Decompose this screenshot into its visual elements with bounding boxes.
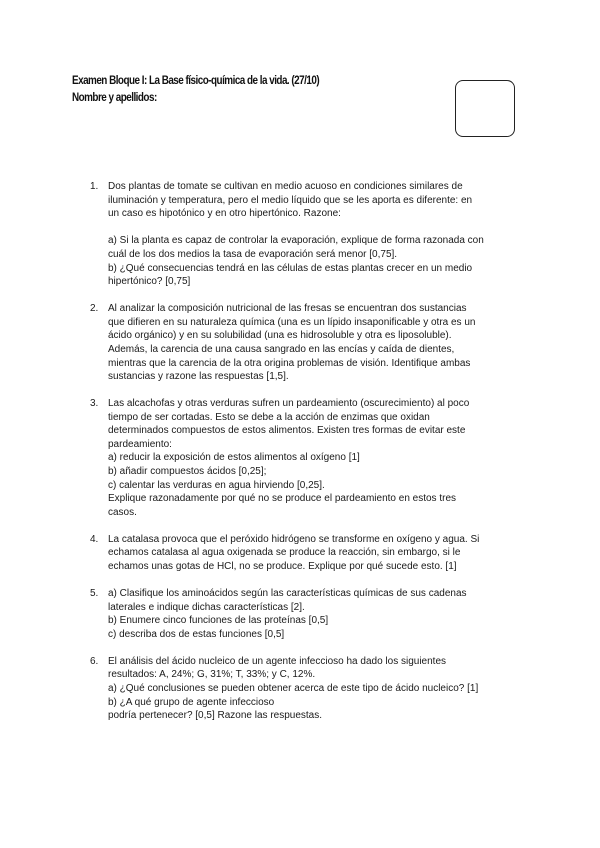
question-6 <box>90 655 520 723</box>
name-label: Nombre y apellidos: <box>72 92 157 104</box>
question-number: 3. <box>90 398 99 410</box>
question-number: 5. <box>90 588 99 599</box>
question-line: c) calentar las verduras en agua hirviendo [0,25]. <box>108 479 325 491</box>
question-line: a) Si la planta es capaz de controlar la evaporación, explique de forma razonada con <box>108 235 484 247</box>
question-list <box>90 180 520 736</box>
question-line: echamos catalasa al agua oxigenada se produce la reacción, sin embargo, si le <box>108 547 461 559</box>
exam-title: Examen Bloque I: La Base físico-química de la vida. (27/10) <box>72 75 320 87</box>
question-number: 2. <box>90 303 99 315</box>
question-line: Las alcachofas y otras verduras sufren un pardeamiento (oscurecimiento) al poco <box>108 398 470 410</box>
question-line: iluminación y temperatura, pero el medio líquido que se les aporta es diferente: en <box>108 194 473 206</box>
question-line: laterales e indique dichas características [2]. <box>108 601 305 613</box>
question-line: b) ¿A qué grupo de agente infeccioso <box>108 696 275 708</box>
question-line: tiempo de ser cortadas. Esto se debe a la acción de enzimas que oxidan <box>108 411 430 423</box>
question-line: hipertónico? [0,75] <box>108 276 191 288</box>
question-line: El análisis del ácido nucleico de un agente infeccioso ha dado los siguientes <box>108 655 447 667</box>
question-line: b) Enumere cinco funciones de las proteínas [0,5] <box>108 615 329 627</box>
question-line: resultados: A, 24%; G, 31%; T, 33%; y C, 12%. <box>108 669 316 681</box>
question-2 <box>90 302 520 384</box>
question-5 <box>90 587 520 641</box>
question-number: 1. <box>90 181 99 192</box>
question-line: determinados compuestos de estos alimentos. Existen tres formas de evitar este <box>108 425 466 437</box>
question-line: Dos plantas de tomate se cultivan en medio acuoso en condiciones similares de <box>108 181 463 192</box>
question-line: que difieren en su naturaleza química (una es un lípido insaponificable y otra es un <box>108 316 476 328</box>
question-1 <box>90 180 520 289</box>
question-line: Explique razonadamente por qué no se produce el pardeamiento en estos tres <box>108 493 457 505</box>
exam-header <box>72 73 319 107</box>
question-line: b) ¿Qué consecuencias tendrá en las células de estas plantas crecer en un medio <box>108 262 473 274</box>
grade-box <box>455 80 515 137</box>
blank-line <box>108 221 520 235</box>
question-line: sustancias y razone las respuestas [1,5]. <box>108 371 289 383</box>
question-line: La catalasa provoca que el peróxido hidrógeno se transforme en oxígeno y agua. Si <box>108 533 480 545</box>
question-line: pardeamiento: <box>108 438 172 450</box>
question-line: casos. <box>108 506 137 518</box>
question-number: 4. <box>90 533 99 545</box>
question-line: echamos unas gotas de HCl, no se produce. Explique por qué sucede esto. [1] <box>108 561 457 573</box>
question-line: podría pertenecer? [0,5] Razone las respuestas. <box>108 710 323 722</box>
question-line: cuál de los dos medios la tasa de evaporación será menor [0,75]. <box>108 248 398 260</box>
question-line: mientras que la carencia de la otra origina problemas de visión. Identifique ambas <box>108 357 471 369</box>
question-4 <box>90 533 520 574</box>
question-line: a) ¿Qué conclusiones se pueden obtener acerca de este tipo de ácido nucleico? [1] <box>108 682 479 694</box>
question-line: ácido orgánico) y en su solubilidad (una es hidrosoluble y otra es liposoluble). <box>108 330 452 342</box>
question-line: b) añadir compuestos ácidos [0,25]; <box>108 466 267 478</box>
question-number: 6. <box>90 655 99 667</box>
question-line: a) reducir la exposición de estos alimentos al oxígeno [1] <box>108 452 360 464</box>
question-line: c) describa dos de estas funciones [0,5] <box>108 628 285 640</box>
question-line: a) Clasifique los aminoácidos según las características químicas de sus cadenas <box>108 588 467 599</box>
question-line: un caso es hipotónico y en otro hipertónico. Razone: <box>108 208 341 220</box>
question-line: Al analizar la composición nutricional de las fresas se encuentran dos sustancias <box>108 303 467 315</box>
question-3 <box>90 397 520 519</box>
question-line: Además, la carencia de una causa sangrado en las encías y caída de dientes, <box>108 343 455 355</box>
